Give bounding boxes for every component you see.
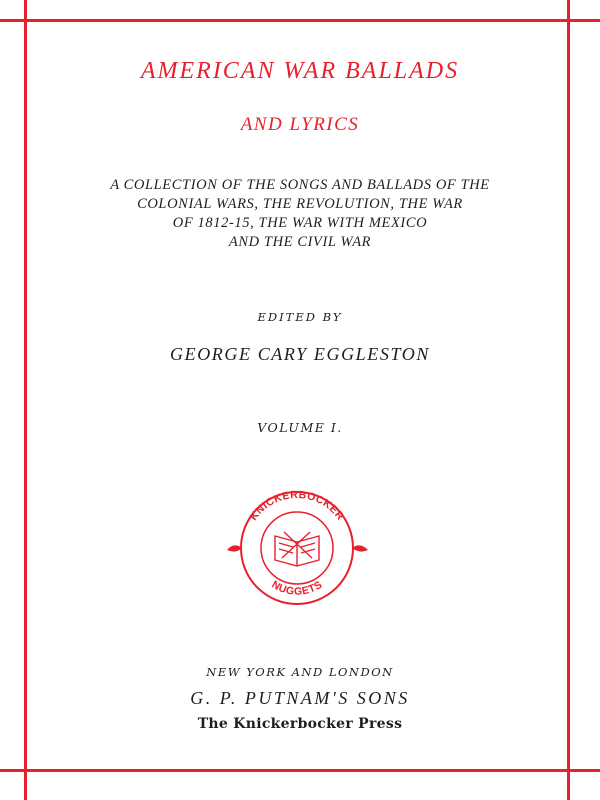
seal-bottom-text: NUGGETS [269,578,325,598]
book-description [0,176,600,252]
ribbon-left-icon [227,545,242,551]
edited-by-label: EDITED BY [257,310,343,324]
border-bottom-rule [0,769,600,772]
ribbon-right-icon [352,545,368,551]
description-line: OF 1812-15, THE WAR WITH MEXICO [172,215,428,231]
description-line: A COLLECTION OF THE SONGS AND BALLADS OF THE [110,177,490,193]
publication-places: NEW YORK AND LONDON [206,665,394,679]
book-title: AMERICAN WAR BALLADS [140,58,460,84]
editor-name: GEORGE CARY EGGLESTON [170,344,430,364]
book-subtitle: AND LYRICS [240,114,360,135]
border-top-rule [0,19,600,22]
knickerbocker-nuggets-seal [222,488,372,608]
publisher-name: G. P. PUTNAM'S SONS [190,688,410,708]
seal-top-text: KNICKERBOCKER [247,488,347,523]
volume-label: VOLUME I. [257,420,343,435]
open-book-with-pens-icon [275,532,319,566]
press-name: The Knickerbocker Press [197,716,403,732]
description-line: COLONIAL WARS, THE REVOLUTION, THE WAR [137,196,463,212]
description-line: AND THE CIVIL WAR [228,234,372,250]
